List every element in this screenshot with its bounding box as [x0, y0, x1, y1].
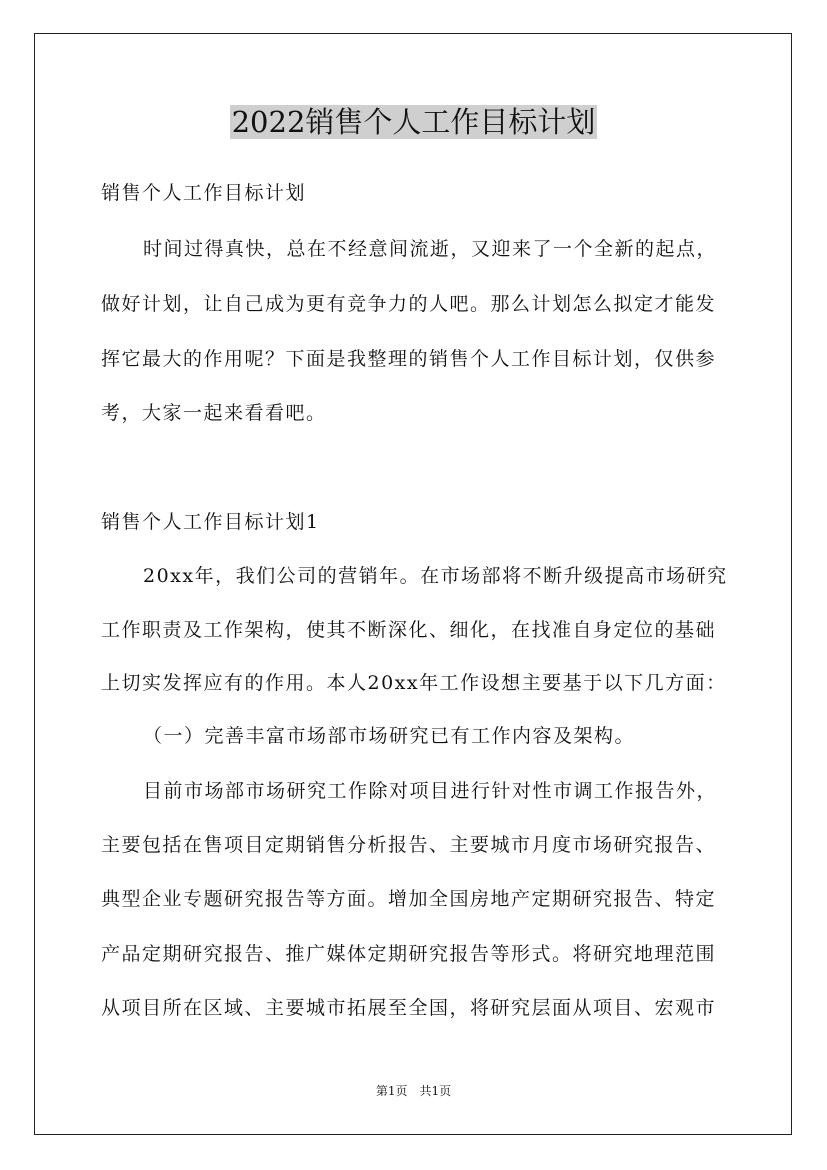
intro-line-4: 考，大家一起来看看吧。 — [101, 402, 327, 424]
document-subtitle: 销售个人工作目标计划 — [101, 182, 307, 204]
page-footer: 第1页 共1页 — [375, 1084, 452, 1098]
document-title-text: 2022销售个人工作目标计划 — [231, 105, 596, 139]
section-heading: 销售个人工作目标计划1 — [101, 511, 320, 533]
para1-line-2: 工作职责及工作架构，使其不断深化、细化，在找准自身定位的基础 — [101, 619, 717, 641]
list-item-1: （一）完善丰富市场部市场研究已有工作内容及架构。 — [143, 725, 636, 747]
para1-line-1: 20xx年，我们公司的营销年。在市场部将不断升级提高市场研究 — [143, 565, 728, 587]
para2-line-4: 产品定期研究报告、推广媒体定期研究报告等形式。将研究地理范围 — [101, 943, 717, 965]
intro-line-2: 做好计划，让自己成为更有竞争力的人吧。那么计划怎么拟定才能发 — [101, 293, 717, 315]
para2-line-1: 目前市场部市场研究工作除对项目进行针对性市调工作报告外， — [143, 780, 718, 802]
para1-line-3: 上切实发挥应有的作用。本人20xx年工作设想主要基于以下几方面： — [101, 672, 727, 694]
document-title — [0, 102, 827, 142]
para2-line-5: 从项目所在区域、主要城市拓展至全国，将研究层面从项目、宏观市 — [101, 997, 717, 1019]
intro-line-1: 时间过得真快，总在不经意间流逝，又迎来了一个全新的起点， — [143, 238, 718, 260]
para2-line-3: 典型企业专题研究报告等方面。增加全国房地产定期研究报告、特定 — [101, 888, 717, 910]
intro-line-3: 挥它最大的作用呢？下面是我整理的销售个人工作目标计划，仅供参 — [101, 348, 717, 370]
para2-line-2: 主要包括在售项目定期销售分析报告、主要城市月度市场研究报告、 — [101, 834, 717, 856]
